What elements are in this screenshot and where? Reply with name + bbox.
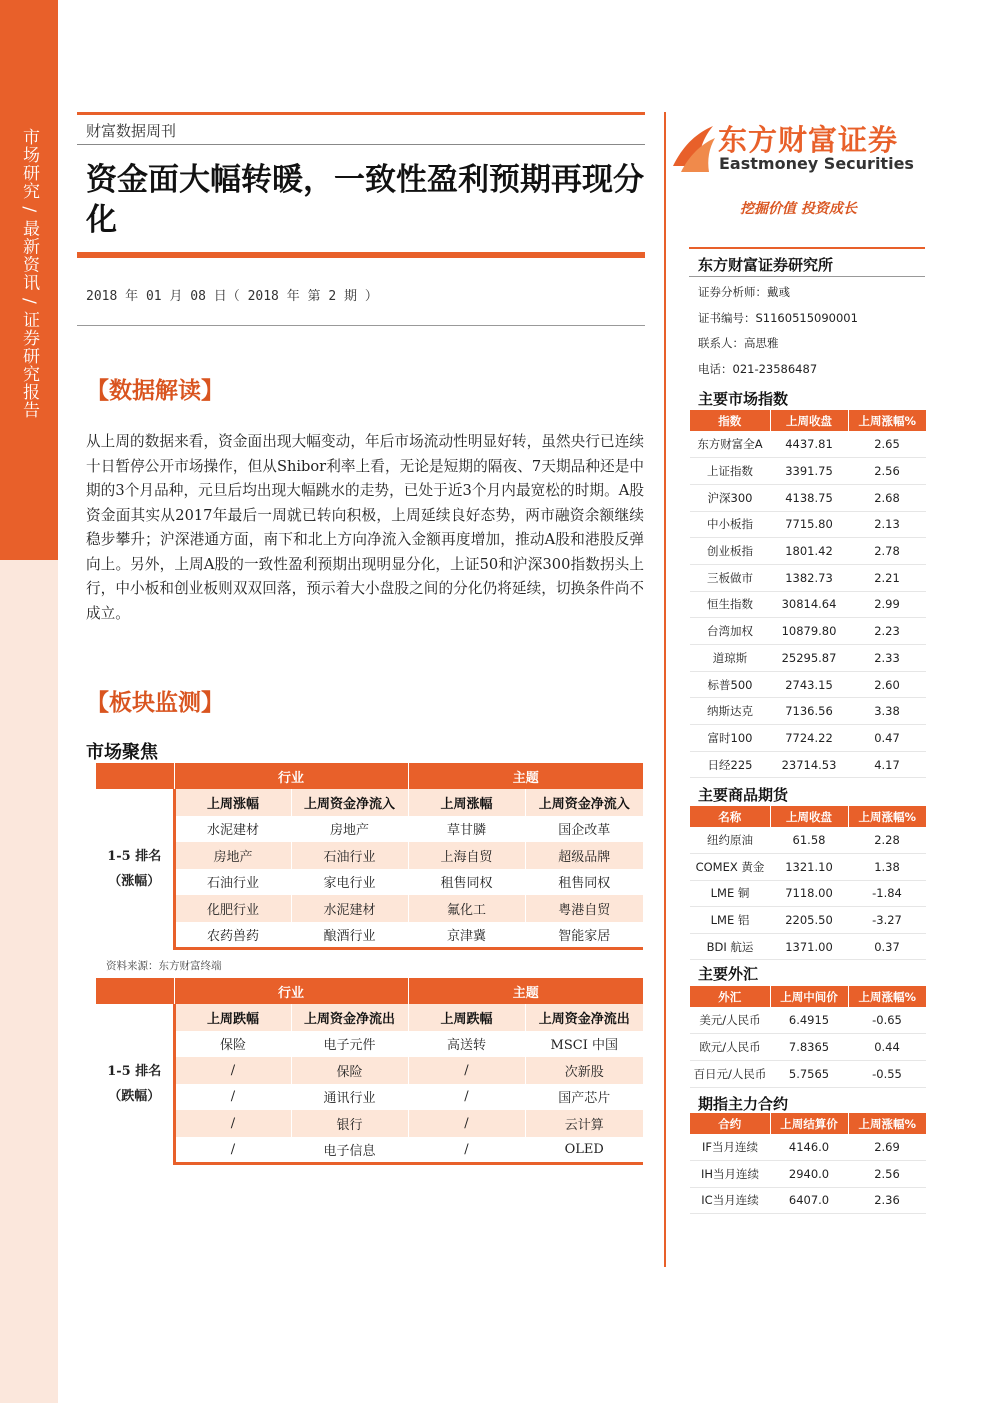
table-row [690,698,926,725]
table-cell: 保险 [174,1031,291,1058]
table-row [690,671,926,698]
top-rule [77,112,645,115]
table-cell: 租售同权 [525,869,643,896]
commodities-table [690,806,926,960]
table-cell: -0.55 [848,1061,926,1088]
brand-slogan: 挖掘价值 投资成长 [740,201,857,217]
table-cell: 上海自贸 [408,842,525,869]
group-header-industry: 行业 [174,763,408,789]
row-name: 恒生指数 [690,591,770,618]
table-cell: 4.17 [848,751,926,778]
table-cell: 2.99 [848,591,926,618]
table-row [96,816,643,843]
brand-name-cn: 东方财富证券 [718,123,899,157]
table-cell: 7715.80 [770,511,848,538]
page-title: 资金面大幅转暖，一致性盈利预期再现分化 [86,162,644,238]
table-cell: 2205.50 [770,907,848,934]
table-cell: 水泥建材 [174,816,291,843]
contact-person: 联系人：高思雅 [698,336,779,350]
table-cell: / [408,1110,525,1137]
table-row [96,922,643,949]
table-cell: OLED [525,1137,643,1164]
group-header-theme: 主题 [408,978,643,1004]
table-cell: / [174,1084,291,1111]
table-cell: 电子元件 [291,1031,408,1058]
row-label-type: （涨幅） [108,873,161,889]
table-row [690,458,926,485]
table-cell: 2.13 [848,511,926,538]
column-divider [664,112,666,1267]
table-cell: 氟化工 [408,895,525,922]
table-row [690,618,926,645]
row-label-type: （跌幅） [108,1088,161,1104]
table-row [690,725,926,752]
column-header: 上周收盘 [770,410,848,431]
table-row [690,751,926,778]
table-cell: 家电行业 [291,869,408,896]
column-header: 上周中间价 [770,986,848,1007]
row-name: 标普500 [690,671,770,698]
table-row [96,1031,643,1058]
table-cell: 2.65 [848,431,926,458]
table-row [690,564,926,591]
table-cell: 25295.87 [770,645,848,672]
table-cell: 1.38 [848,854,926,881]
table-row [690,1134,926,1161]
table-cell: 2.28 [848,827,926,854]
table-cell: 通讯行业 [291,1084,408,1111]
table-row [690,511,926,538]
table-cell: 2.69 [848,1134,926,1161]
table-cell: 2.56 [848,458,926,485]
column-header: 名称 [690,806,770,827]
table-row [690,484,926,511]
row-label [96,789,174,948]
table-cell: 保险 [291,1057,408,1084]
table-cell: 1321.10 [770,854,848,881]
row-name: 纽约原油 [690,827,770,854]
table-row [96,1137,643,1164]
table-cell: 23714.53 [770,751,848,778]
table-cell: 2743.15 [770,671,848,698]
table-cell: 7724.22 [770,725,848,752]
group-header-theme: 主题 [408,763,643,789]
table-row [96,1110,643,1137]
table-cell: 云计算 [525,1110,643,1137]
column-header: 上周涨幅% [848,1113,926,1134]
table-cell: 1371.00 [770,933,848,960]
table-row [690,645,926,672]
table-cell: 次新股 [525,1057,643,1084]
column-header: 上周资金净流出 [291,1004,408,1031]
table-row [96,1057,643,1084]
table-cell: 超级品牌 [525,842,643,869]
table-row [690,827,926,854]
table-cell: 6.4915 [770,1007,848,1034]
section-heading-data-interpretation: 【数据解读】 [86,377,224,404]
column-header: 指数 [690,410,770,431]
table-cell: 2.23 [848,618,926,645]
table-cell: 2.56 [848,1161,926,1188]
table-cell: 粤港自贸 [525,895,643,922]
row-label-rank: 1-5 排名 [107,1063,162,1079]
row-name: 上证指数 [690,458,770,485]
table-cell: 5.7565 [770,1061,848,1088]
column-header: 合约 [690,1113,770,1134]
row-name: 富时100 [690,725,770,752]
table-cell: 2940.0 [770,1161,848,1188]
table-cell: 0.44 [848,1034,926,1061]
column-header: 上周收盘 [770,806,848,827]
column-header: 上周资金净流入 [291,789,408,816]
table-cell: / [174,1137,291,1164]
column-header: 上周涨幅% [848,806,926,827]
row-name: BDI 航运 [690,933,770,960]
table-row [96,869,643,896]
table-cell: / [408,1057,525,1084]
institute-name: 东方财富证券研究所 [698,256,834,274]
table-cell: 3391.75 [770,458,848,485]
table-cell: 2.78 [848,538,926,565]
table-cell: 61.58 [770,827,848,854]
gain-ranking-table [96,763,643,950]
column-header: 上周涨幅 [408,789,525,816]
table-cell: 石油行业 [174,869,291,896]
table-row [690,1007,926,1034]
table-row [96,895,643,922]
row-name: LME 铝 [690,907,770,934]
table-cell: 1382.73 [770,564,848,591]
fx-table [690,986,926,1088]
table-cell: 智能家居 [525,922,643,949]
issue-date: 2018 年 01 月 08 日（ 2018 年 第 2 期 ） [86,289,378,304]
analyst-name: 证券分析师：戴彧 [698,285,790,299]
row-name: 日经225 [690,751,770,778]
table-row [690,880,926,907]
table-cell: 7136.56 [770,698,848,725]
indices-table [690,410,926,778]
row-name: 台湾加权 [690,618,770,645]
column-header: 上周资金净流入 [525,789,643,816]
table-cell: 6407.0 [770,1187,848,1214]
table-cell: 30814.64 [770,591,848,618]
table-row [690,933,926,960]
phone-number: 电话：021-23586487 [698,362,818,376]
row-name: 中小板指 [690,511,770,538]
section-heading-sector-monitor: 【板块监测】 [86,689,224,716]
title-rule [77,252,645,258]
row-name: LME 铜 [690,880,770,907]
row-name: 沪深300 [690,484,770,511]
table-cell: 7118.00 [770,880,848,907]
row-label [96,1004,174,1163]
table-cell: 房地产 [174,842,291,869]
table-cell: 0.47 [848,725,926,752]
row-label-rank: 1-5 排名 [107,848,162,864]
divider [77,325,645,326]
column-header: 上周涨幅% [848,986,926,1007]
row-name: 欧元/人民币 [690,1034,770,1061]
table-cell: / [408,1137,525,1164]
table-cell: 石油行业 [291,842,408,869]
column-header: 上周跌幅 [408,1004,525,1031]
table-corner [96,763,174,789]
futures-heading: 期指主力合约 [698,1095,789,1113]
table-cell: 化肥行业 [174,895,291,922]
row-name: IH当月连续 [690,1161,770,1188]
table-cell: / [174,1057,291,1084]
loss-ranking-table [96,978,643,1165]
row-name: 纳斯达克 [690,698,770,725]
row-name: 美元/人民币 [690,1007,770,1034]
indices-heading: 主要市场指数 [698,390,789,408]
fx-heading: 主要外汇 [698,965,759,983]
table-row [96,842,643,869]
table-corner [96,978,174,1004]
row-name: 三板做市 [690,564,770,591]
table-row [690,854,926,881]
column-header: 外汇 [690,986,770,1007]
row-name: 创业板指 [690,538,770,565]
table-row [690,1034,926,1061]
table-cell: / [408,1084,525,1111]
table-cell: 银行 [291,1110,408,1137]
column-header: 上周涨幅 [174,789,291,816]
table-cell: -0.65 [848,1007,926,1034]
table-cell: 高送转 [408,1031,525,1058]
divider [689,247,925,249]
table-row [690,1161,926,1188]
table-cell: 国产芯片 [525,1084,643,1111]
row-name: 道琼斯 [690,645,770,672]
table-cell: 4138.75 [770,484,848,511]
publication-name: 财富数据周刊 [86,122,177,140]
table-cell: 4146.0 [770,1134,848,1161]
table-cell: -3.27 [848,907,926,934]
column-header: 上周涨幅% [848,410,926,431]
row-name: IC当月连续 [690,1187,770,1214]
table-cell: MSCI 中国 [525,1031,643,1058]
table-cell: 2.68 [848,484,926,511]
brand-name-en: Eastmoney Securities [719,154,914,173]
row-name: 东方财富全A [690,431,770,458]
table-cell: 酿酒行业 [291,922,408,949]
row-name: COMEX 黄金 [690,854,770,881]
table-cell: 2.21 [848,564,926,591]
table-cell: -1.84 [848,880,926,907]
table-cell: 租售同权 [408,869,525,896]
table-cell: 10879.80 [770,618,848,645]
table-cell: 0.37 [848,933,926,960]
table-row [690,1187,926,1214]
table-cell: 电子信息 [291,1137,408,1164]
table-cell: 7.8365 [770,1034,848,1061]
futures-table [690,1113,926,1214]
table-cell: 房地产 [291,816,408,843]
table-cell: 草甘膦 [408,816,525,843]
table-row [690,907,926,934]
table-cell: 3.38 [848,698,926,725]
table-row [690,431,926,458]
column-header: 上周结算价 [770,1113,848,1134]
interpretation-paragraph: 从上周的数据来看，资金面出现大幅变动，年后市场流动性明显好转，虽然央行已连续十日暂停公开市场操作，但从Shibor利率上看，无论是短期的隔夜、7天期品种还是中期的3个月品种，元旦后均出现大幅跳水的走势，已处于近3个月内最宽松的时期。A股资金面其实从2017年最后一周就已转向积极，上周延续良好态势，两市融资余额继续稳步攀升；沪深港通方面，南下和北上方向净流入金额再度增加，推动A股和港股反弹向上。另外，上周A股的一致性盈利预期出现明显分化，上证50和沪深300指数拐头上行，中小板和创业板则双双回落，预示着大小盘股之间的分化仍将延续，切换条件尚不成立。 [86,433,644,622]
row-name: 百日元/人民币 [690,1061,770,1088]
table-row [690,591,926,618]
table-cell: 2.36 [848,1187,926,1214]
source-note: 资料来源：东方财富终端 [106,960,222,972]
market-focus-heading: 市场聚焦 [86,742,158,763]
table-cell: 4437.81 [770,431,848,458]
table-row [690,538,926,565]
certificate-number: 证书编号：S1160515090001 [698,311,858,325]
table-cell: 2.60 [848,671,926,698]
table-row [96,1084,643,1111]
column-header: 上周资金净流出 [525,1004,643,1031]
column-header: 上周跌幅 [174,1004,291,1031]
row-name: IF当月连续 [690,1134,770,1161]
table-cell: 京津冀 [408,922,525,949]
table-cell: / [174,1110,291,1137]
table-row [690,1061,926,1088]
group-header-industry: 行业 [174,978,408,1004]
divider [689,276,925,277]
sidebar-text: 市场研究 / 最新资讯 / 证券研究报告 [19,128,39,420]
commodities-heading: 主要商品期货 [698,786,789,804]
table-cell: 1801.42 [770,538,848,565]
divider [77,144,645,145]
table-cell: 水泥建材 [291,895,408,922]
table-cell: 国企改革 [525,816,643,843]
table-cell: 2.33 [848,645,926,672]
table-cell: 农药兽药 [174,922,291,949]
